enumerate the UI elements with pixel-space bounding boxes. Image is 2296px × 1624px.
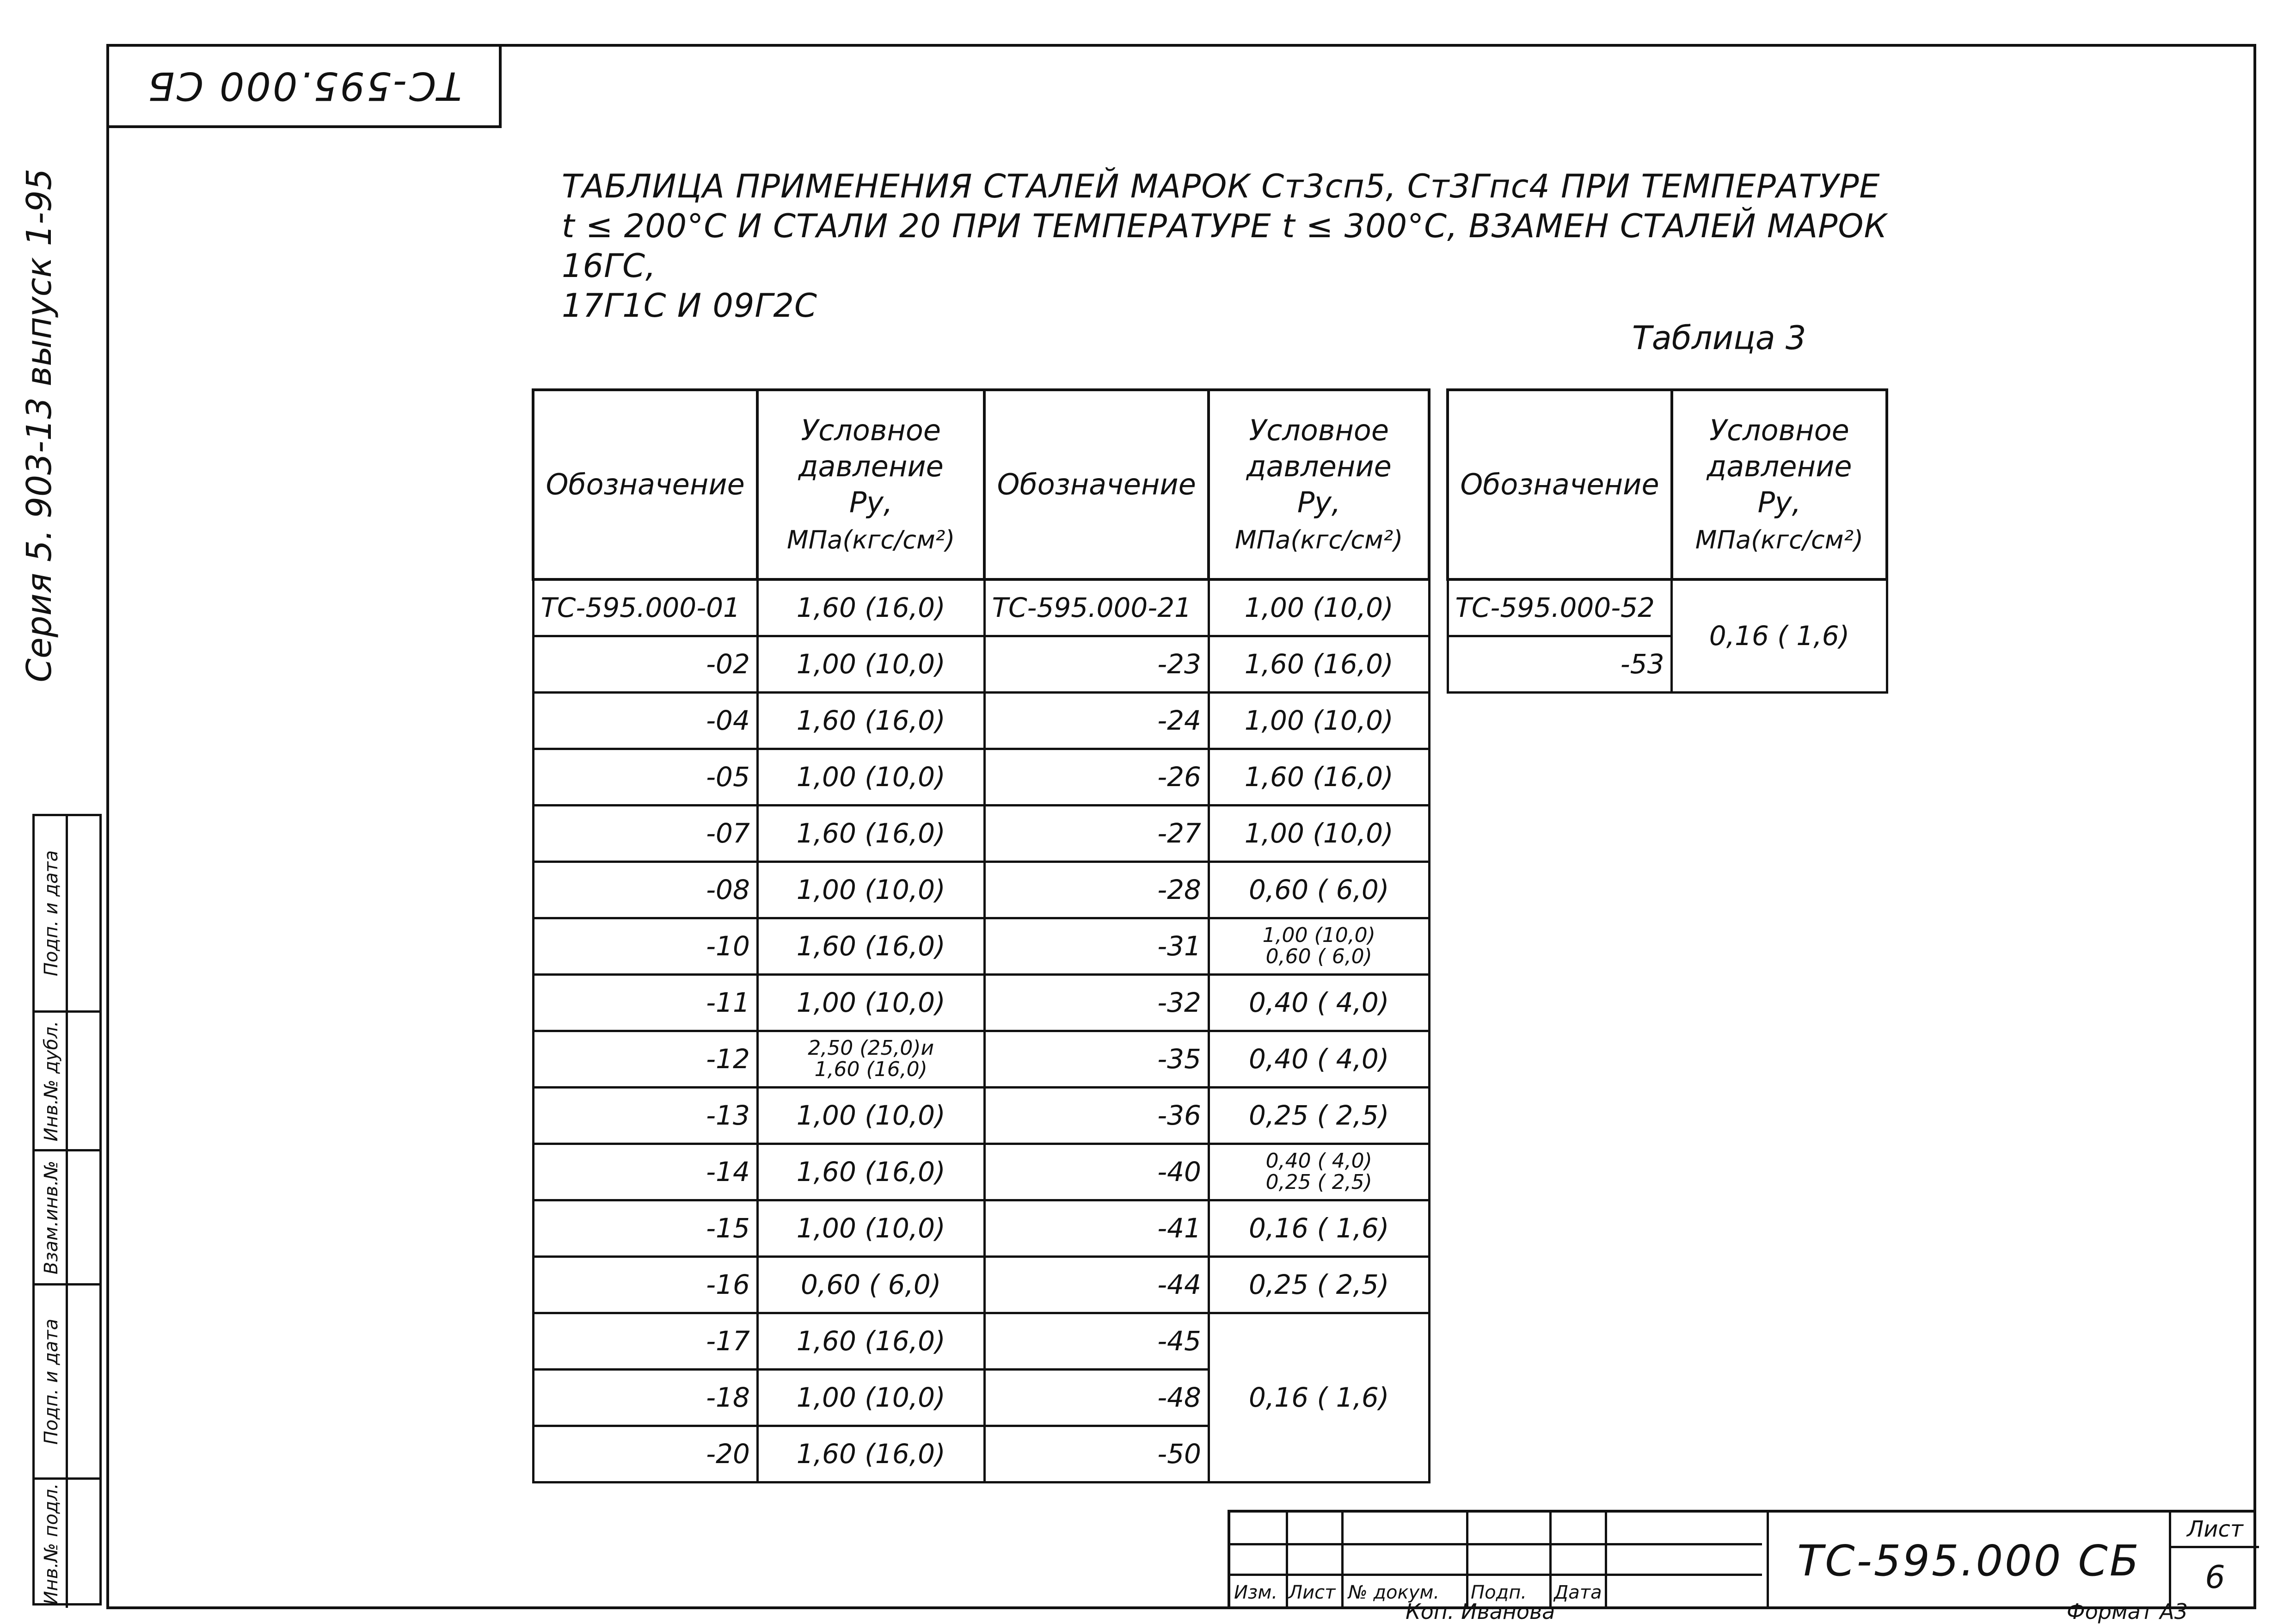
copied-by: Коп. Иванова: [1406, 1599, 1555, 1624]
table-label: Таблица 3: [1632, 319, 1806, 357]
table-row: [533, 1200, 1429, 1256]
document-code: ТС-595.000 СБ: [1797, 1536, 2141, 1586]
col-header-pressure: Условное давление Ру, МПа(кгс/см²): [757, 390, 984, 579]
table-cell-pressure: 1,60 (16,0): [757, 918, 984, 974]
table-cell-designation: -05: [533, 749, 757, 805]
table-row: [533, 749, 1429, 805]
table-cell-designation: -17: [533, 1313, 757, 1369]
table-cell-designation: -53: [1448, 636, 1672, 692]
heading-line: 17Г1С И 09Г2С: [562, 287, 817, 325]
table-row: [533, 1087, 1429, 1144]
table-cell-designation: -24: [984, 692, 1209, 749]
binding-cell: [35, 1149, 99, 1283]
col-header-designation: Обозначение: [1448, 390, 1672, 579]
table-cell-pressure: 1,60 (16,0): [757, 692, 984, 749]
title-label-sheet: Лист: [1289, 1582, 1336, 1603]
table-cell-designation: -15: [533, 1200, 757, 1256]
table-cell-pressure: 1,00 (10,0): [757, 749, 984, 805]
top-stamp: [106, 44, 502, 128]
col-header-pressure: Условное давление Ру, МПа(кгс/см²): [1209, 390, 1429, 579]
table-row: [533, 1313, 1429, 1369]
table-cell-pressure: 1,00 (10,0): [1209, 692, 1429, 749]
table-cell-designation: -26: [984, 749, 1209, 805]
table-cell-pressure: 0,60 ( 6,0): [757, 1256, 984, 1313]
col-header-designation: Обозначение: [533, 390, 757, 579]
table-row: [533, 579, 1429, 636]
table-row: [533, 1144, 1429, 1200]
table-cell-designation: -40: [984, 1144, 1209, 1200]
table-cell-designation: -44: [984, 1256, 1209, 1313]
table-cell-pressure: 1,60 (16,0): [757, 1313, 984, 1369]
table-cell-designation: ТС-595.000-21: [984, 579, 1209, 636]
heading-line: t ≤ 200°C И СТАЛИ 20 ПРИ ТЕМПЕРАТУРЕ t ≤ 300°C, ВЗАМЕН СТАЛЕЙ МАРОК 16ГС,: [562, 207, 1888, 285]
table-cell-pressure: 0,16 ( 1,6): [1672, 579, 1887, 692]
table-cell-pressure: 1,00 (10,0): [757, 861, 984, 918]
table-cell-designation: -04: [533, 692, 757, 749]
table-cell-pressure: 0,25 ( 2,5): [1209, 1087, 1429, 1144]
title-label-change: Изм.: [1234, 1582, 1278, 1603]
table-cell-designation: -11: [533, 974, 757, 1031]
table-cell-pressure: 1,60 (16,0): [1209, 749, 1429, 805]
table-cell-designation: -07: [533, 805, 757, 861]
table-cell-designation: -08: [533, 861, 757, 918]
table-cell-designation: -45: [984, 1313, 1209, 1369]
table-cell-designation: -28: [984, 861, 1209, 918]
table-cell-pressure: 0,40 ( 4,0) 0,25 ( 2,5): [1209, 1144, 1429, 1200]
title-label-date: Дата: [1554, 1582, 1602, 1603]
top-stamp-text: ТС-595.000 СБ: [146, 63, 462, 109]
binding-label: Инв.№ дубл.: [41, 1021, 62, 1141]
table-cell-designation: -14: [533, 1144, 757, 1200]
binding-cell: [35, 1283, 99, 1477]
format-label: Формат А3: [2067, 1599, 2188, 1624]
page-title: [562, 166, 1903, 326]
table-row: [533, 636, 1429, 692]
table-cell-pressure: 0,40 ( 4,0): [1209, 974, 1429, 1031]
col-header-designation: Обозначение: [984, 390, 1209, 579]
sheet-label: Лист: [2171, 1513, 2259, 1548]
table-cell-pressure: 0,16 ( 1,6): [1209, 1313, 1429, 1482]
title-label-doc: № докум.: [1348, 1582, 1440, 1603]
table-cell-designation: -20: [533, 1426, 757, 1482]
table-cell-pressure: 1,00 (10,0): [1209, 805, 1429, 861]
series-text: Серия 5. 903-13 выпуск 1-95: [19, 168, 59, 683]
table-cell-pressure: 1,60 (16,0): [757, 579, 984, 636]
table-cell-designation: -31: [984, 918, 1209, 974]
table-cell-designation: -18: [533, 1369, 757, 1426]
table-cell-designation: -02: [533, 636, 757, 692]
table-cell-pressure: 1,00 (10,0): [757, 974, 984, 1031]
table-cell-designation: -35: [984, 1031, 1209, 1087]
table-cell-pressure: 1,60 (16,0): [757, 1426, 984, 1482]
table-cell-pressure: 1,60 (16,0): [757, 805, 984, 861]
table-cell-pressure: 1,00 (10,0) 0,60 ( 6,0): [1209, 918, 1429, 974]
table-cell-designation: -12: [533, 1031, 757, 1087]
table-cell-designation: -13: [533, 1087, 757, 1144]
series-label: [18, 168, 60, 683]
table-cell-designation: -16: [533, 1256, 757, 1313]
table-cell-designation: -10: [533, 918, 757, 974]
table-cell-pressure: 0,40 ( 4,0): [1209, 1031, 1429, 1087]
table-cell-designation: ТС-595.000-52: [1448, 579, 1672, 636]
table-cell-pressure: 1,00 (10,0): [1209, 579, 1429, 636]
table-row: [533, 1031, 1429, 1087]
table-cell-pressure: 1,60 (16,0): [1209, 636, 1429, 692]
table-cell-pressure: 1,00 (10,0): [757, 1087, 984, 1144]
binding-label: Взам.инв.№: [41, 1160, 62, 1274]
table-cell-pressure: 2,50 (25,0)и 1,60 (16,0): [757, 1031, 984, 1087]
steel-table-side: [1446, 388, 1888, 694]
table-cell-pressure: 0,16 ( 1,6): [1209, 1200, 1429, 1256]
steel-table-main: [532, 388, 1430, 1483]
table-cell-designation: -50: [984, 1426, 1209, 1482]
binding-label: Подп. и дата: [41, 1318, 62, 1445]
title-label-sign: Подп.: [1471, 1582, 1527, 1603]
table-cell-pressure: 0,25 ( 2,5): [1209, 1256, 1429, 1313]
sheet-number: 6: [2205, 1559, 2225, 1596]
table-cell-pressure: 0,60 ( 6,0): [1209, 861, 1429, 918]
binding-cell: [35, 1010, 99, 1149]
table-cell-designation: -48: [984, 1369, 1209, 1426]
binding-cell: [35, 1477, 99, 1608]
binding-label: Инв.№ подл.: [41, 1483, 62, 1605]
table-cell-pressure: 1,60 (16,0): [757, 1144, 984, 1200]
table-row: [533, 974, 1429, 1031]
table-cell-designation: -27: [984, 805, 1209, 861]
table-cell-designation: -23: [984, 636, 1209, 692]
heading-line: ТАБЛИЦА ПРИМЕНЕНИЯ СТАЛЕЙ МАРОК Ст3сп5, Ст3Гпс4 ПРИ ТЕМПЕРАТУРЕ: [562, 167, 1880, 205]
binding-cell: [35, 816, 99, 1010]
binding-label: Подп. и дата: [41, 850, 62, 977]
table-row: [533, 918, 1429, 974]
table-cell-designation: ТС-595.000-01: [533, 579, 757, 636]
table-cell-designation: -36: [984, 1087, 1209, 1144]
table-row: [533, 692, 1429, 749]
binding-strip: [32, 814, 102, 1606]
table-row: [533, 861, 1429, 918]
table-cell-designation: -41: [984, 1200, 1209, 1256]
table-cell-pressure: 1,00 (10,0): [757, 1200, 984, 1256]
table-cell-pressure: 1,00 (10,0): [757, 1369, 984, 1426]
table-row: [533, 1256, 1429, 1313]
table-cell-designation: -32: [984, 974, 1209, 1031]
title-block: [1228, 1510, 2256, 1609]
col-header-pressure: Условное давление Ру, МПа(кгс/см²): [1672, 390, 1887, 579]
table-cell-pressure: 1,00 (10,0): [757, 636, 984, 692]
table-row: [533, 805, 1429, 861]
